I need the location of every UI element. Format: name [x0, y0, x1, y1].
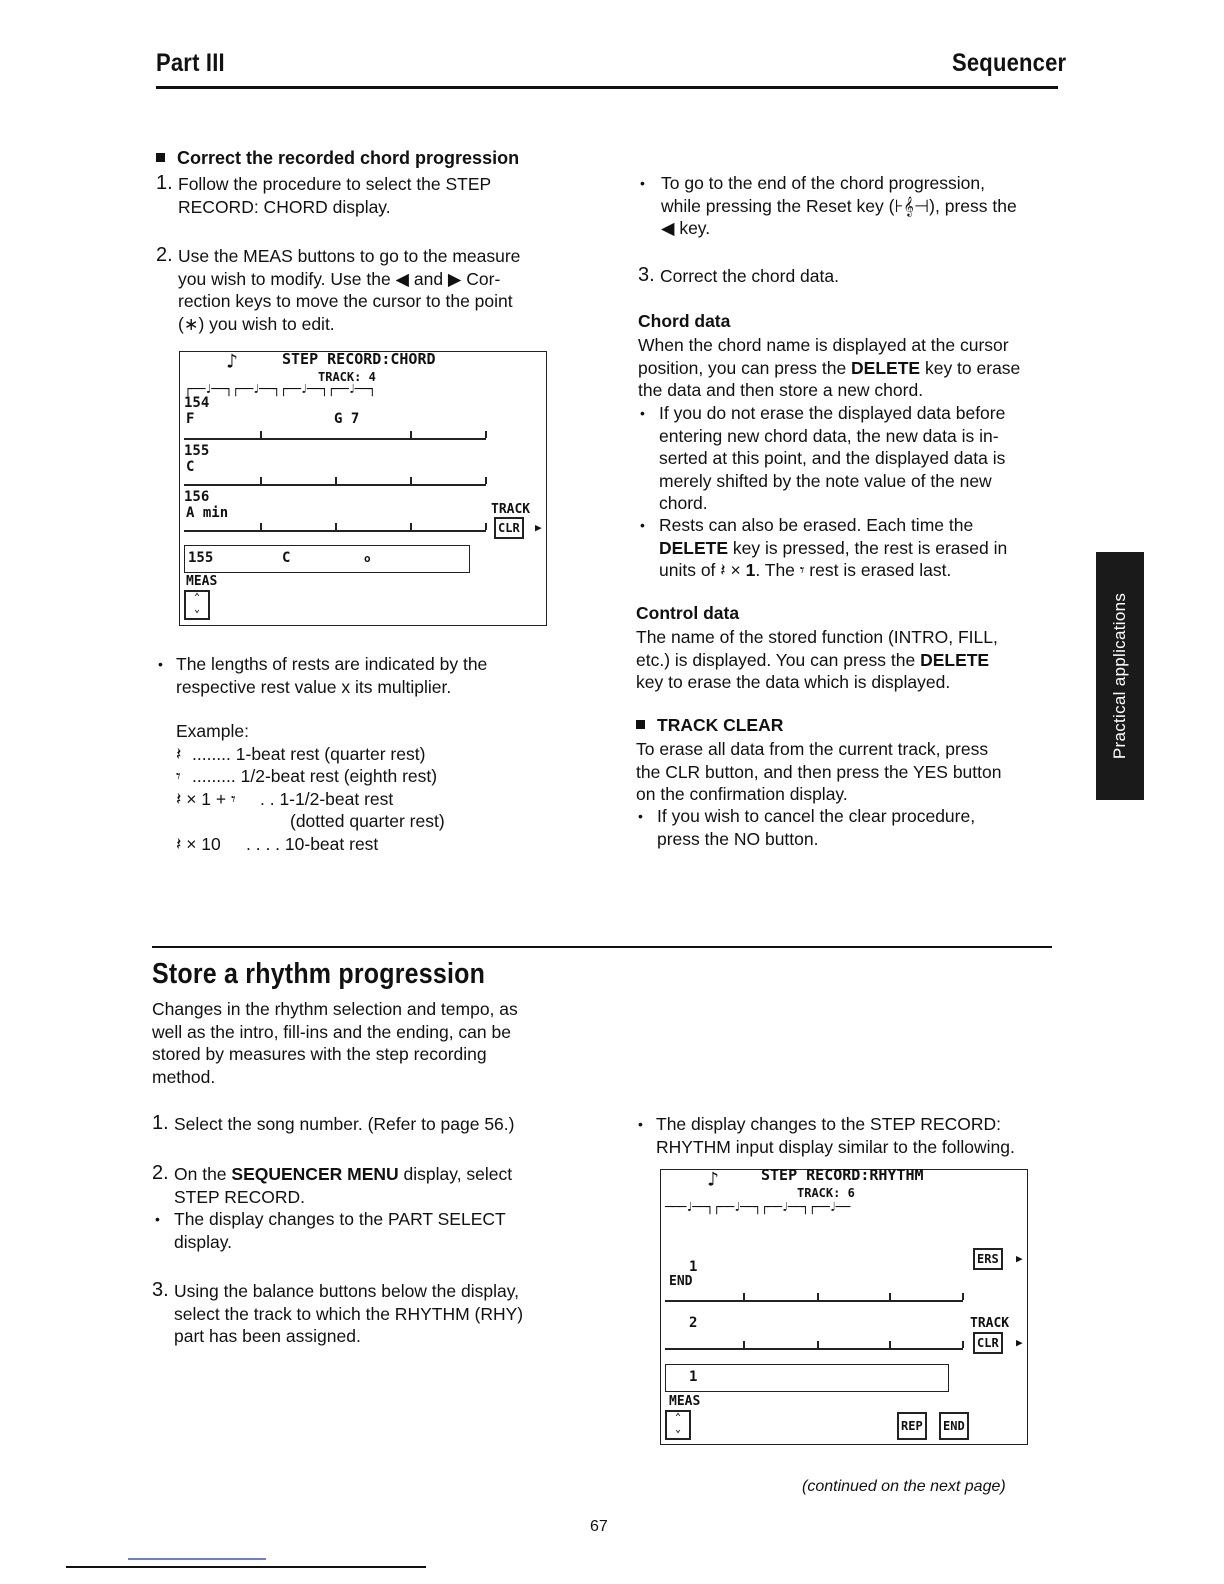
bullet-icon: • [640, 517, 645, 533]
end-button[interactable]: END [939, 1412, 969, 1440]
track-clear-title: TRACK CLEAR [636, 715, 783, 736]
measure-1: 1 [689, 1259, 698, 1275]
meas-updown-button[interactable]: ⌃ ⌄ [665, 1410, 691, 1440]
track-label: TRACK [491, 502, 531, 517]
lcd-track: TRACK: 4 [318, 370, 376, 384]
correct-title: Correct the recorded chord progression [156, 148, 519, 169]
bullet-icon: • [158, 656, 163, 672]
step-number: 2. [156, 244, 173, 266]
side-tab[interactable] [1096, 552, 1144, 800]
chord-data-title: Chord data [638, 311, 731, 331]
quarter-rest-icon: 𝄽 [720, 560, 726, 580]
reset-key-icon: ⊦𝄞⊣ [894, 195, 930, 216]
beat-ruler: ┌──♩──┐┌──♩──┐┌──♩──┐┌──♩──┐ [184, 382, 376, 397]
rep-button[interactable]: REP [897, 1412, 927, 1440]
beat-ruler: ───♩──┐┌──♩──┐┌──♩──┐┌──♩── [665, 1200, 850, 1215]
measure-155: 155 [184, 443, 210, 459]
staff-line [184, 438, 486, 440]
bullet-icon: • [638, 808, 643, 824]
track-clear-text: To erase all data from the current track, press the CLR button, and then press the YES button on the confirmation display. [636, 739, 1002, 804]
eighth-rest-icon: 𝄾 [799, 560, 805, 580]
rests-bullet: The lengths of rests are indicated by the respective rest value x its multiplier. [176, 654, 488, 697]
header-part: Part III [156, 48, 225, 77]
control-data-title: Control data [636, 603, 740, 623]
footer-rule-blue [128, 1558, 266, 1560]
step3-text: Correct the chord data. [660, 266, 839, 286]
header-rule [156, 86, 1058, 89]
example-1-symbol: 𝄽 [176, 744, 182, 764]
clr-button[interactable]: CLR [494, 517, 524, 539]
example-label: Example: [176, 721, 249, 741]
clr-button[interactable]: CLR [973, 1332, 1003, 1354]
header-section: Sequencer [952, 48, 1067, 77]
arrow-right-icon: ▶ [535, 521, 542, 534]
rhythm-intro: Changes in the rhythm selection and tempo, as well as the intro, fill-ins and the ending, can be stored by measures with the step recording method. [152, 999, 518, 1087]
staff-line [665, 1300, 963, 1302]
step-number: 3. [638, 264, 655, 286]
rhythm-step2: On the SEQUENCER MENU display, select STEP RECORD. [174, 1164, 513, 1207]
bullet-icon: • [640, 405, 645, 421]
end-bullet-text: To go to the end of the chord progression, while pressing the Reset key (⊦𝄞⊣), press the ◀ key. [661, 173, 1017, 238]
bullet-icon: • [155, 1211, 160, 1227]
chord-data-bullet-2: Rests can also be erased. Each time the DELETE key is pressed, the rest is erased in units of 𝄽 × 1. The 𝄾 rest is erased last. [659, 515, 1008, 580]
cursor-mark: o [364, 552, 371, 565]
chord-c: C [186, 459, 195, 475]
square-bullet-icon [636, 720, 645, 729]
arrow-right-icon: ▶ [1016, 1336, 1023, 1349]
track-label: TRACK [970, 1316, 1010, 1331]
measure-154: 154 [184, 395, 210, 411]
step-number: 2. [152, 1162, 169, 1184]
chord-data-text: When the chord name is displayed at the cursor position, you can press the DELETE key to erase the data and then store a new chord. [638, 335, 1021, 400]
control-data-text: The name of the stored function (INTRO, FILL, etc.) is displayed. You can press the DELETE key to erase the data which is displayed. [636, 627, 998, 692]
lcd-chord-display [179, 351, 547, 626]
section-rule [152, 946, 1052, 948]
square-bullet-icon [156, 153, 165, 162]
chord-f: F [186, 411, 195, 427]
meas-updown-button[interactable]: ⌃ ⌄ [184, 590, 210, 620]
example-4-symbol: 𝄽 × 10 [176, 834, 221, 854]
bullet-icon: • [640, 175, 645, 191]
step-number: 1. [152, 1112, 169, 1134]
rhythm-display-bullet: The display changes to the STEP RECORD: RHYTHM input display similar to the following. [656, 1114, 1015, 1157]
lcd-rhythm-display [660, 1166, 1028, 1445]
rhythm-step2-bullet: The display changes to the PART SELECT display. [174, 1209, 506, 1252]
rhythm-step3: Using the balance buttons below the display, select the track to which the RHYTHM (RHY) part has been assigned. [174, 1281, 524, 1346]
note-icon: ♪ [226, 349, 239, 373]
example-3-text: . . 1-1/2-beat rest [260, 789, 394, 809]
measure-2: 2 [689, 1315, 698, 1331]
arrow-right-icon: ▶ [1016, 1252, 1023, 1265]
lcd-track: TRACK: 6 [797, 1186, 855, 1200]
continued-note: (continued on the next page) [802, 1478, 1006, 1495]
chord-amin: A min [186, 505, 229, 521]
cursor-field [665, 1364, 949, 1392]
staff-line [665, 1348, 963, 1350]
bullet-icon: • [638, 1116, 643, 1132]
current-measure: 155 [188, 550, 214, 566]
example-4-text: . . . . 10-beat rest [246, 834, 379, 854]
step2-text: Use the MEAS buttons to go to the measure you wish to modify. Use the ◀ and ▶ Cor- rection keys to move the cursor to the point (∗) you wish to edit. [178, 246, 521, 334]
step-number: 3. [152, 1279, 169, 1301]
current-chord: C [282, 550, 291, 566]
staff-line [184, 530, 486, 532]
lcd-title: STEP RECORD:RHYTHM [761, 1166, 924, 1184]
note-icon: ♪ [707, 1167, 720, 1191]
example-1-text: ........ 1-beat rest (quarter rest) [192, 744, 426, 764]
footer-rule [66, 1566, 426, 1568]
current-measure: 1 [689, 1369, 698, 1385]
side-tab-label: Practical applications [1110, 592, 1129, 760]
cursor-field [184, 545, 470, 573]
step1-text: Follow the procedure to select the STEP RECORD: CHORD display. [178, 174, 492, 217]
meas-label: MEAS [186, 574, 218, 589]
chord-data-bullet-1: If you do not erase the displayed data before entering new chord data, the new data is in- serted at this point, and the displayed data is merely shifted by the note value of the new chord. [659, 403, 1006, 513]
example-3-symbol: 𝄽 × 1 + 𝄾 [176, 789, 236, 809]
rhythm-title: Store a rhythm progression [152, 957, 486, 991]
example-3-subtext: (dotted quarter rest) [290, 811, 445, 831]
meas-label: MEAS [669, 1394, 701, 1409]
example-2-text: ......... 1/2-beat rest (eighth rest) [192, 766, 438, 786]
staff-line [184, 484, 486, 486]
chord-g7: G 7 [334, 411, 360, 427]
lcd-title: STEP RECORD:CHORD [282, 350, 436, 368]
step-number: 1. [156, 172, 173, 194]
measure-156: 156 [184, 489, 210, 505]
page-number: 67 [590, 1518, 608, 1535]
ers-button[interactable]: ERS [973, 1248, 1003, 1270]
arrow-left-icon: ◀ [661, 218, 680, 238]
track-clear-bullet: If you wish to cancel the clear procedure, press the NO button. [657, 806, 976, 849]
rhythm-step1: Select the song number. (Refer to page 56.) [174, 1114, 515, 1134]
example-2-symbol: 𝄾 [176, 766, 181, 786]
end-label: END [669, 1274, 693, 1289]
